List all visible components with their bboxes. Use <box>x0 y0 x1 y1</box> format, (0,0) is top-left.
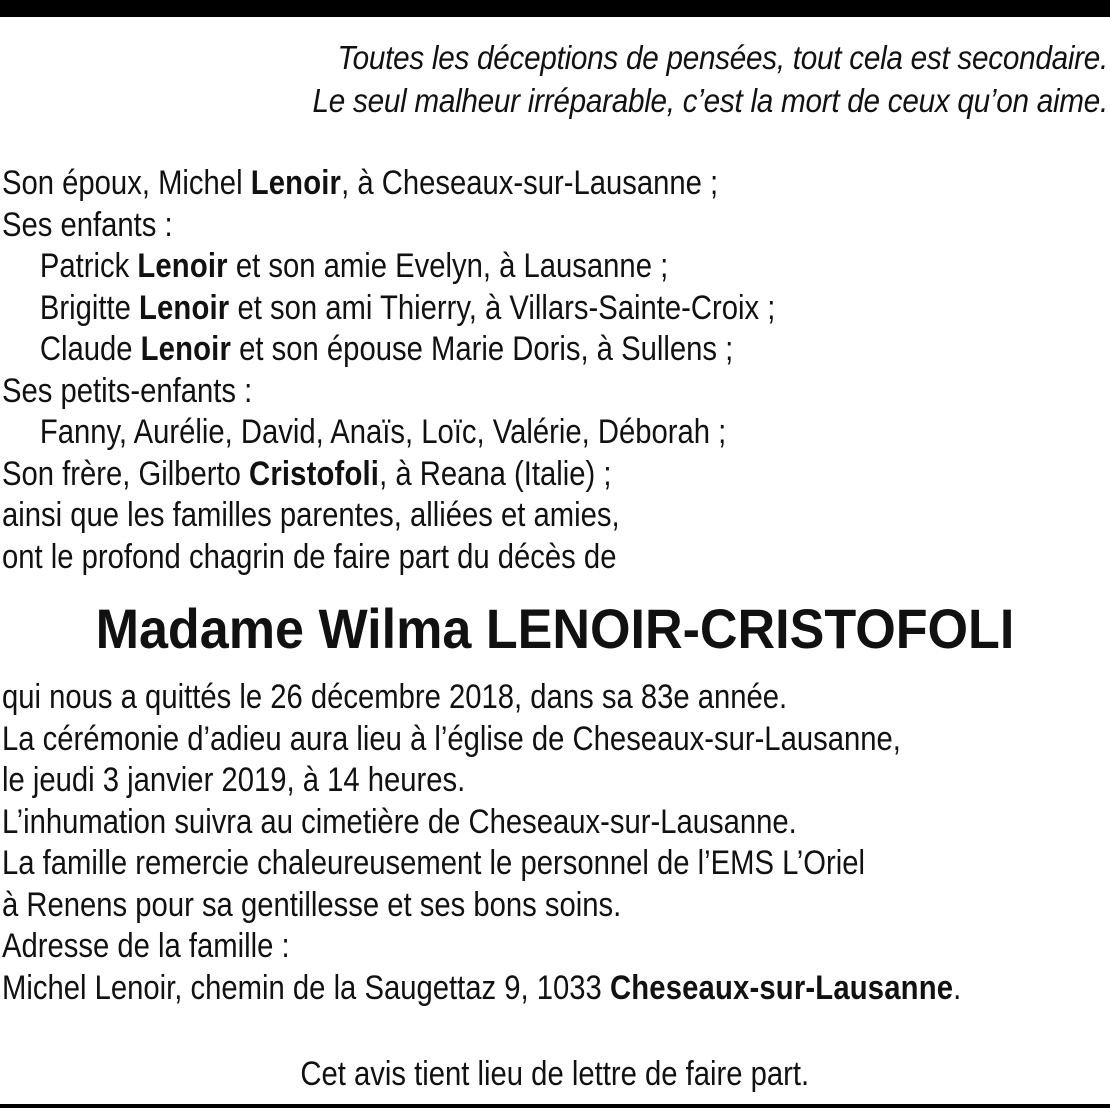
grandchildren-list: Fanny, Aurélie, David, Anaïs, Loïc, Valérie, Déborah ; <box>39 413 727 451</box>
spouse-suffix: , à Cheseaux-sur-Lausanne ; <box>341 164 719 202</box>
child-surname: Lenoir <box>138 288 230 327</box>
child-details: et son épouse Marie Doris, à Sullens ; <box>231 330 734 368</box>
child-surname: Lenoir <box>140 330 232 368</box>
closing-note <box>0 1053 1110 1095</box>
child-first-name: Claude <box>39 330 141 368</box>
top-rule <box>0 0 1110 17</box>
death-line: qui nous a quittés le 26 décembre 2018, dans sa 83e année. <box>2 678 788 716</box>
spouse-surname: Lenoir <box>250 164 342 202</box>
child-line <box>2 246 1017 288</box>
address-prefix: Michel Lenoir, chemin de la Saugettaz 9, 1033 <box>2 968 610 1007</box>
child-first-name: Patrick <box>39 247 138 285</box>
grandchildren-heading: Ses petits-enfants : <box>2 371 253 410</box>
address-line <box>2 968 1060 1010</box>
brother-line <box>2 454 1017 496</box>
service-details <box>2 677 1060 1009</box>
closing-text: Cet avis tient lieu de lettre de faire part. <box>300 1055 810 1093</box>
announcement-line: ont le profond chagrin de faire part du décès de <box>2 537 617 576</box>
deceased-name-text: Madame Wilma LENOIR-CRISTOFOLI <box>95 597 1015 660</box>
quote-line-2: Le seul malheur irréparable, c’est la mort de ceux qu’on aime. <box>312 82 1108 119</box>
child-surname: Lenoir <box>137 247 228 285</box>
brother-surname: Cristofoli <box>249 454 380 493</box>
bottom-rule <box>0 1104 1110 1108</box>
burial-line: L’inhumation suivra au cimetière de Cheseaux-sur-Lausanne. <box>2 802 797 841</box>
thanks-line-2: à Renens pour sa gentillesse et ses bons soins. <box>2 885 622 924</box>
address-suffix: . <box>953 968 962 1007</box>
quote-line-1: Toutes les déceptions de pensées, tout cela est secondaire. <box>337 39 1108 76</box>
brother-suffix: , à Reana (Italie) ; <box>379 454 612 493</box>
family-list <box>2 163 1017 578</box>
thanks-line-1: La famille remercie chaleureusement le personnel de l’EMS L’Oriel <box>2 844 865 882</box>
spouse-prefix: Son époux, Michel <box>2 164 251 202</box>
children-heading: Ses enfants : <box>2 205 173 244</box>
relatives-line: ainsi que les familles parentes, alliées et amies, <box>2 496 620 534</box>
address-city: Cheseaux-sur-Lausanne <box>609 968 954 1007</box>
child-line <box>2 288 1017 330</box>
ceremony-line-2: le jeudi 3 janvier 2019, à 14 heures. <box>2 761 466 799</box>
brother-prefix: Son frère, Gilberto <box>2 454 250 493</box>
spouse-line <box>2 163 1017 205</box>
address-heading: Adresse de la famille : <box>2 927 290 965</box>
ceremony-line-1: La cérémonie d’adieu aura lieu à l’église de Cheseaux-sur-Lausanne, <box>2 719 901 758</box>
epigraph-quote <box>118 36 1108 122</box>
child-details: et son amie Evelyn, à Lausanne ; <box>227 247 669 285</box>
child-first-name: Brigitte <box>39 288 139 327</box>
child-details: et son ami Thierry, à Villars-Sainte-Croix ; <box>229 288 776 327</box>
child-line <box>2 329 1017 371</box>
deceased-name <box>0 596 1110 662</box>
